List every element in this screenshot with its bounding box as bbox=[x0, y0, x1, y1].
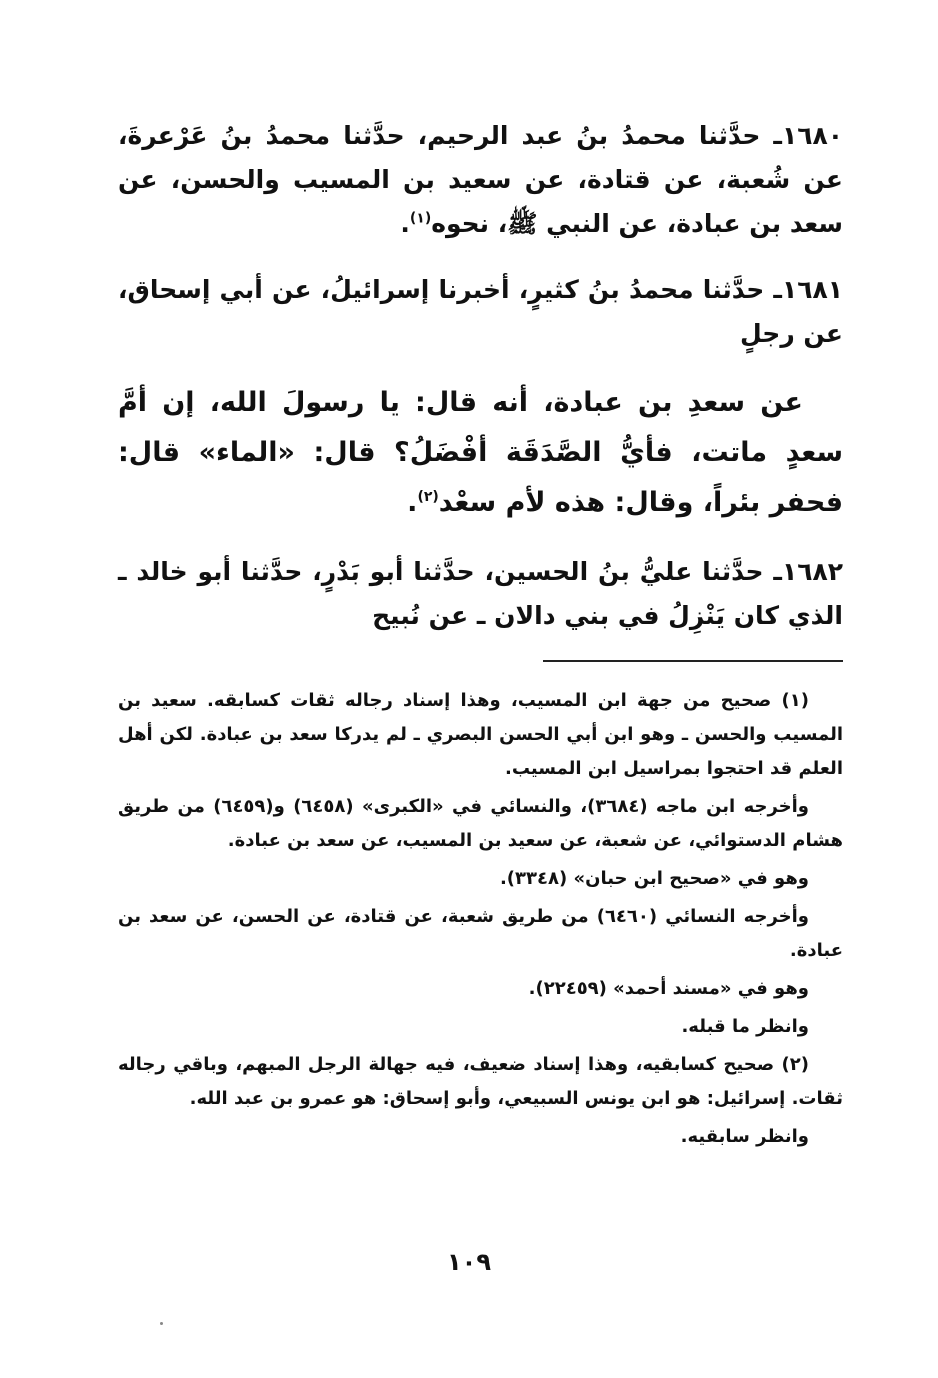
footnote-ref[interactable]: (٢) bbox=[417, 489, 439, 505]
footnote-line: وهو في «صحيح ابن حبان» (٣٣٤٨). bbox=[499, 868, 809, 889]
matn-text: عن سعدِ بن عبادة، أنه قال: يا رسولَ الله، إن أمَّ سعدٍ ماتت، فأيُّ الصَّدَقَة أفْضَلُ؟ قال: «الماء» قال: فحفر بئراً، وقال: هذه لأم سعْد bbox=[118, 387, 843, 518]
hadith-number: ١٦٨١ bbox=[781, 275, 843, 304]
hadith-number: ١٦٨٢ bbox=[781, 557, 843, 586]
footnote-line: وانظر سابقيه. bbox=[680, 1126, 809, 1147]
footnote-line: وأخرجه النسائي (٦٤٦٠) من طريق شعبة، عن قتادة، عن الحسن، عن سعد بن عبادة. bbox=[118, 906, 843, 961]
hadith-1681 bbox=[118, 268, 843, 356]
hadith-number: ١٦٨٠ bbox=[781, 121, 843, 150]
hadith-text: ـ حدَّثنا عليُّ بنُ الحسين، حدَّثنا أبو بَدْرٍ، حدَّثنا أبو خالد ـ الذي كان يَنْزِلُ في بني دالان ـ عن نُبيح bbox=[118, 557, 843, 630]
hadith-1680: ١٦٨٠ـ حدَّثنا محمدُ بنُ عبد الرحيم، حدَّثنا محمدُ بنُ عَرْعرةَ، عن شُعبة، عن قتادة، عن سعيد بن المسيب والحسن، عن سعد بن عبادة، عن النبي ﷺ، نحوه$^{(١)}$. bbox=[118, 121, 843, 238]
hadith-matn: عن سعدِ بن عبادة، أنه قال: يا رسولَ الله، إن أمَّ سعدٍ ماتت، فأيُّ الصَّدَقَة أفْضَلُ؟ قال: «الماء» قال: فحفر بئراً، وقال: هذه لأم سعْد$^{(٢)}$. bbox=[118, 387, 843, 518]
footnote-divider bbox=[543, 660, 843, 662]
book-page bbox=[118, 100, 843, 1158]
footnote-2: (٢) صحيح كسابقيه، وهذا إسناد ضعيف، فيه جهالة الرجل المبهم، وباقي رجاله ثقات. إسرائيل: هو ابن يونس السبيعي، وأبو إسحاق: هو عمرو بن عبد الله. bbox=[118, 1054, 843, 1109]
scan-speck bbox=[160, 1322, 163, 1325]
footnote-line: وأخرجه ابن ماجه (٣٦٨٤)، والنسائي في «الكبرى» (٦٤٥٨) و(٦٤٥٩) من طريق هشام الدستوائي، عن شعبة، عن سعيد بن المسيب، عن سعد بن عبادة. bbox=[118, 796, 843, 851]
hadith-1682 bbox=[118, 550, 843, 638]
footnote-line: وهو في «مسند أحمد» (٢٢٤٥٩). bbox=[528, 978, 809, 999]
hadith-text: ـ حدَّثنا محمدُ بنُ عبد الرحيم، حدَّثنا محمدُ بنُ عَرْعرةَ، عن شُعبة، عن قتادة، عن سعيد بن المسيب والحسن، عن سعد بن عبادة، عن النبي ﷺ، نحوه bbox=[118, 121, 843, 238]
footnote-line: وانظر ما قبله. bbox=[681, 1016, 809, 1037]
footnote-ref[interactable]: (١) bbox=[409, 210, 432, 227]
hadith-text: ـ حدَّثنا محمدُ بنُ كثيرٍ، أخبرنا إسرائيلُ، عن أبي إسحاق، عن رجلٍ bbox=[118, 275, 843, 348]
footnote-1: (١) صحيح من جهة ابن المسيب، وهذا إسناد رجاله ثقات كسابقه. سعيد بن المسيب والحسن ـ وهو ابن أبي الحسن البصري ـ لم يدركا سعد بن عبادة. لكن أهل العلم قد احتجوا بمراسيل ابن المسيب. bbox=[118, 690, 843, 779]
footnotes bbox=[118, 684, 843, 1154]
page-number: ١٠٩ bbox=[447, 1248, 491, 1276]
